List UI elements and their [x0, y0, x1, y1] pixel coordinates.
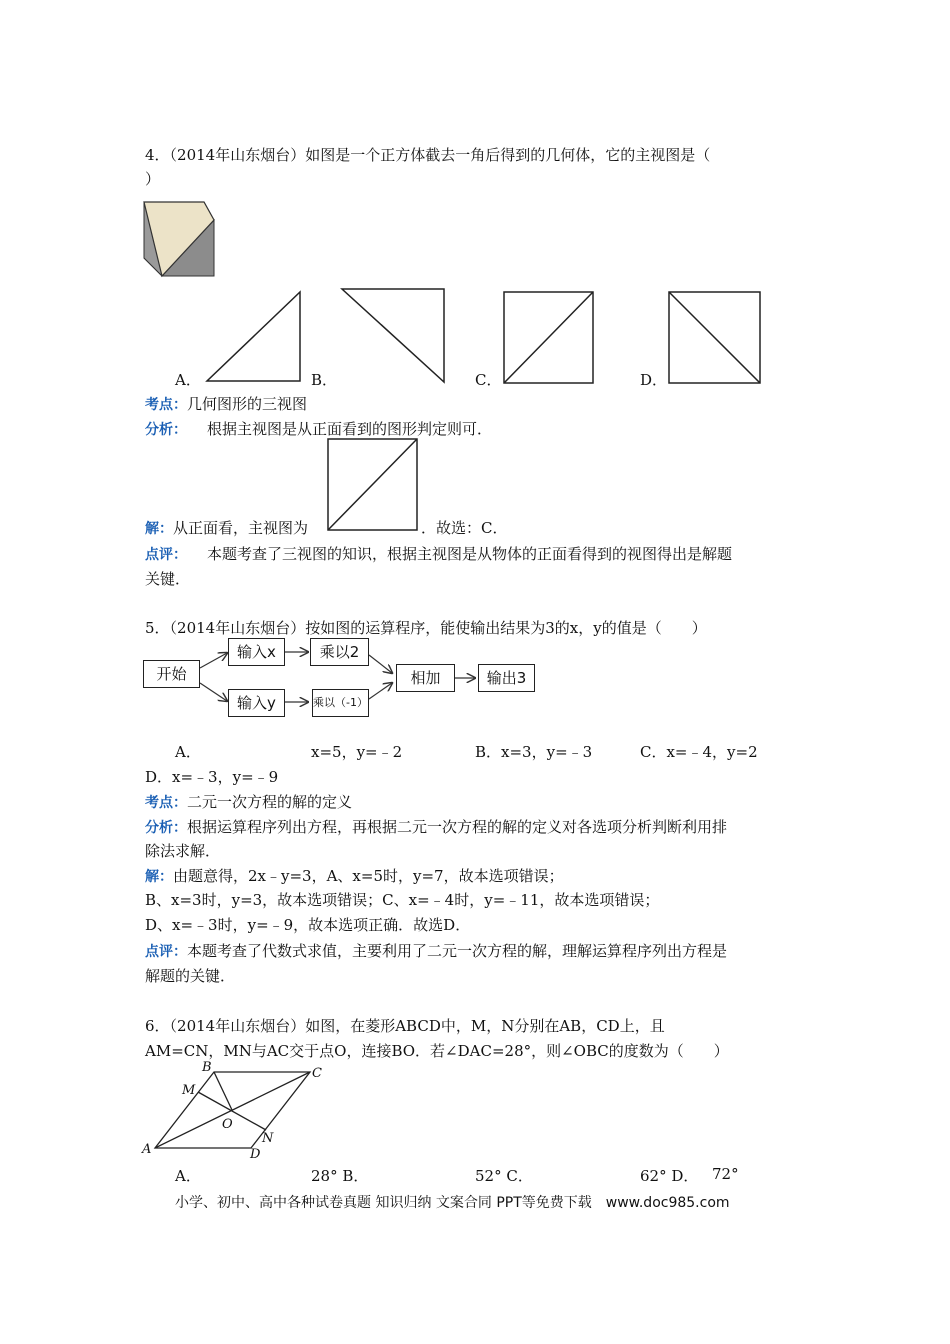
q6-option-d-value: 72°: [712, 1165, 739, 1183]
q6-stem-line2: AM=CN，MN与AC交于点O，连接BO．若∠DAC=28°，则∠OBC的度数为（ ）: [145, 1042, 729, 1060]
q4-option-b: B．: [311, 371, 338, 389]
answer-figure: [326, 437, 420, 533]
q6-option-a-value: 28° B．: [311, 1167, 369, 1185]
q5-fenxi-line2: 除法求解．: [145, 842, 221, 860]
q5-dianping-line2: 解题的关键．: [145, 967, 236, 985]
flow-mult2-box: 乘以2: [310, 638, 369, 666]
q4-option-c: C．: [475, 371, 502, 389]
fenxi-label: 分析：: [145, 422, 187, 438]
q5-fenxi-line1: 根据运算程序列出方程，再根据二元一次方程的解的定义对各选项分析判断利用排: [187, 818, 728, 836]
dianping-label: 点评：: [145, 547, 187, 563]
dianping-line1: 本题考查了三视图的知识，根据主视图是从物体的正面看得到的视图得出是解题: [207, 545, 733, 563]
fenxi-text: 根据主视图是从正面看到的图形判定则可．: [207, 420, 493, 438]
option-b-figure: [340, 287, 448, 385]
point-o-label: O: [222, 1117, 233, 1132]
flow-output-box: 输出3: [478, 664, 535, 692]
jie-text-b: ．故选：C．: [421, 519, 508, 537]
q5-dianping-line1: 本题考查了代数式求值，主要利用了二元一次方程的解，理解运算程序列出方程是: [187, 942, 728, 960]
q4-option-a: A．: [175, 371, 201, 389]
q4-stem-line1: 4．（2014年山东烟台）如图是一个正方体截去一角后得到的几何体，它的主视图是（: [145, 146, 711, 164]
point-a-label: A: [142, 1142, 152, 1157]
q5-dianping-label: 点评：: [145, 944, 187, 960]
q5-jie-line3: D、x=﹣3时，y=﹣9，故本选项正确．故选D．: [145, 916, 471, 934]
point-b-label: B: [202, 1060, 212, 1075]
q5-option-a-label: A．: [175, 743, 201, 761]
dianping-line2: 关键．: [145, 570, 191, 588]
q6-option-c-value: 62° D．: [640, 1167, 699, 1185]
kaodian-text: 几何图形的三视图: [187, 395, 308, 413]
q4-stem-line2: ）: [145, 170, 161, 188]
q5-jie-line2: B、x=3时，y=3，故本选项错误；C、x=﹣4时，y=﹣11，故本选项错误；: [145, 891, 660, 909]
option-a-figure: [205, 290, 303, 384]
kaodian-label: 考点：: [145, 397, 187, 413]
q5-option-a-value: x=5，y=﹣2: [311, 743, 403, 761]
q5-kaodian-label: 考点：: [145, 795, 187, 811]
cube-figure: [142, 200, 216, 280]
jie-text-a: 从正面看，主视图为: [173, 519, 309, 537]
q5-jie-line1: 由题意得，2x﹣y=3，A、x=5时，y=7，故本选项错误；: [173, 867, 564, 885]
flow-input-x-box: 输入x: [228, 638, 285, 666]
flow-start-box: 开始: [143, 660, 200, 688]
flow-mult-neg1-box: 乘以（-1）: [312, 689, 369, 717]
flow-add-box: 相加: [396, 664, 455, 692]
rhombus-figure: [140, 1058, 340, 1163]
q6-option-a: A．: [175, 1167, 201, 1185]
option-c-figure: [502, 290, 596, 386]
q6-option-b-value: 52° C．: [475, 1167, 533, 1185]
q5-option-b: B．x=3，y=﹣3: [475, 743, 593, 761]
q5-kaodian-text: 二元一次方程的解的定义: [187, 793, 353, 811]
footer-text: 小学、初中、高中各种试卷真题 知识归纳 文案合同 PPT等免费下载 www.doc985.com: [175, 1195, 730, 1211]
q5-jie-label: 解：: [145, 869, 173, 885]
q6-stem-line1: 6．（2014年山东烟台）如图，在菱形ABCD中，M，N分别在AB，CD上，且: [145, 1017, 665, 1035]
option-d-figure: [667, 290, 763, 386]
q5-fenxi-label: 分析：: [145, 820, 187, 836]
q5-stem: 5．（2014年山东烟台）按如图的运算程序，能使输出结果为3的x，y的值是（ ）: [145, 619, 707, 637]
point-n-label: N: [262, 1131, 274, 1146]
q4-option-d: D．: [640, 371, 668, 389]
q5-option-d: D．x=﹣3，y=﹣9: [145, 768, 279, 786]
point-d-label: D: [250, 1147, 261, 1162]
flow-input-y-box: 输入y: [228, 689, 285, 717]
jie-label: 解：: [145, 521, 173, 537]
point-c-label: C: [312, 1066, 322, 1081]
point-m-label: M: [182, 1083, 196, 1098]
q5-option-c: C．x=﹣4，y=2: [640, 743, 758, 761]
